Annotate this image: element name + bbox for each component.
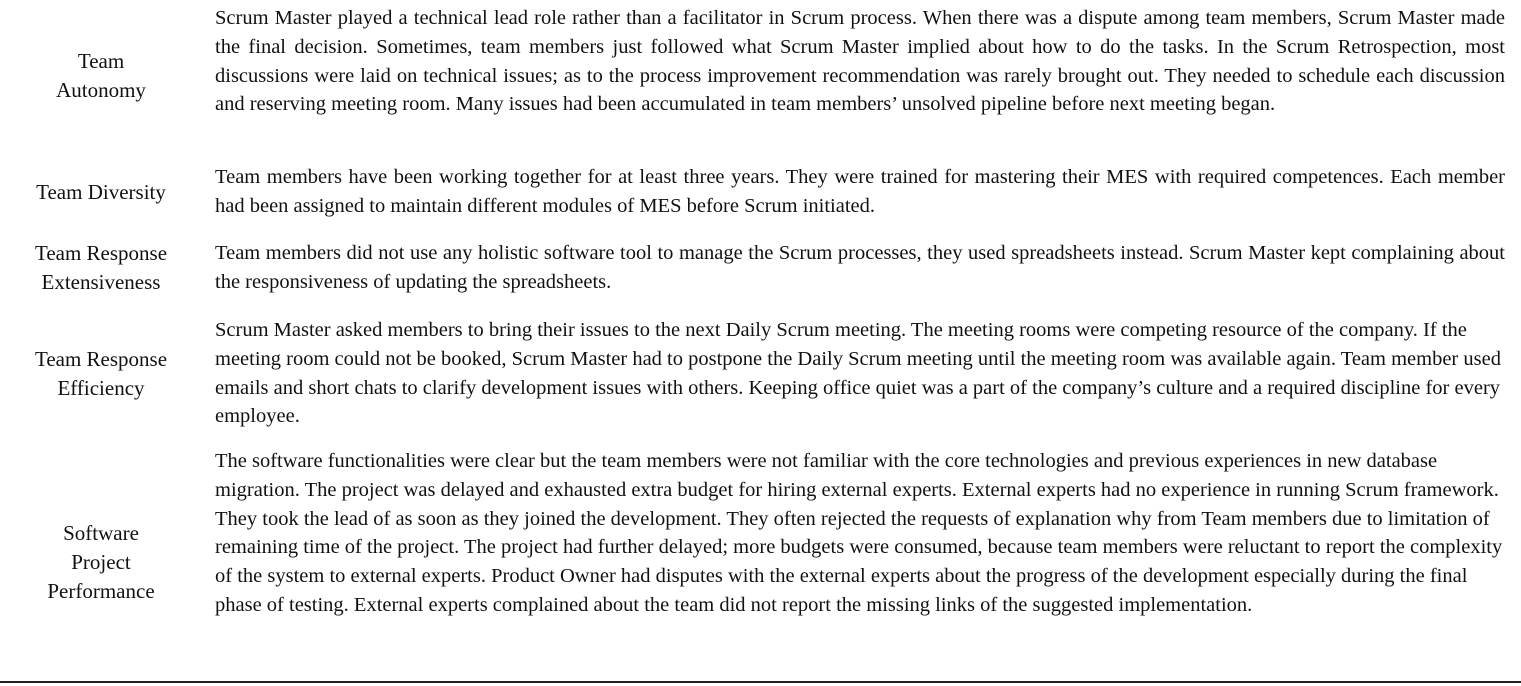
table-bottom-rule <box>0 681 1521 683</box>
table-row-team-response-extensiveness <box>0 239 1521 297</box>
table-row-software-project-performance <box>0 447 1521 677</box>
row-text-team-response-efficiency: Scrum Master asked members to bring their issues to the next Daily Scrum meeting. The meeting rooms were competing resource of the company. If the meeting room could not be booked, Scrum Master had to postpone the Daily Scrum meeting until the meeting room was available again. Team member used emails and short chats to clarify development issues with others. Keeping office quiet was a part of the company’s culture and a required discipline for every employee. <box>215 319 1501 428</box>
row-label-software-project-performance: Software Project Performance <box>47 521 155 603</box>
row-text-team-diversity: Team members have been working together for at least three years. They were trained for mastering their MES with required competences. Each member had been assigned to maintain different modules of MES before Scrum initiated. <box>215 166 1505 217</box>
row-label-team-diversity: Team Diversity <box>36 180 166 204</box>
row-text-team-response-extensiveness: Team members did not use any holistic software tool to manage the Scrum processes, they used spreadsheets instead. Scrum Master kept complaining about the responsiveness of updating the spreadsheets. <box>215 242 1505 293</box>
table-row-team-diversity <box>0 163 1521 221</box>
table-row-team-autonomy <box>0 4 1521 144</box>
row-label-team-autonomy: Team Autonomy <box>56 49 146 102</box>
row-text-software-project-performance: The software functionalities were clear but the team members were not familiar with the core technologies and previous experiences in new database migration. The project was delayed and exhausted extra budget for hiring external experts. External experts had no experience in running Scrum framework. They took the lead of as soon as they joined the development. They often rejected the requests of explanation why from Team members due to limitation of remaining time of the project. The project had further delayed; more budgets were consumed, because team members were reluctant to report the complexity of the system to external experts. Product Owner had disputes with the external experts about the progress of the development especially during the final phase of testing. External experts complained about the team did not report the missing links of the suggested implementation. <box>215 450 1503 616</box>
table-row-team-response-efficiency <box>0 316 1521 432</box>
row-label-team-response-extensiveness: Team Response Extensiveness <box>34 241 168 294</box>
row-text-team-autonomy: Scrum Master played a technical lead role rather than a facilitator in Scrum process. When there was a dispute among team members, Scrum Master made the final decision. Sometimes, team members just followed what Scrum Master implied about how to do the tasks. In the Scrum Retrospection, most discussions were laid on technical issues; as to the process improvement recommendation was rarely brought out. They needed to schedule each discussion and reserving meeting room. Many issues had been accumulated in team members’ unsolved pipeline before next meeting began. <box>215 7 1505 116</box>
row-label-team-response-efficiency: Team Response Efficiency <box>34 347 168 400</box>
